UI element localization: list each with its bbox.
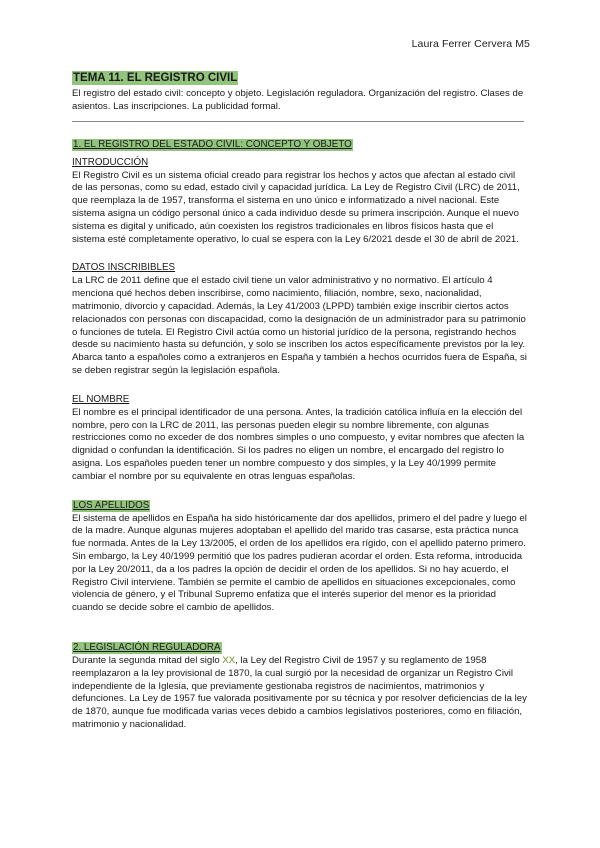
author-header: Laura Ferrer Cervera M5 — [411, 38, 530, 50]
apellidos-heading: LOS APELLIDOS — [73, 499, 150, 511]
section-introduccion — [72, 134, 527, 247]
apellidos-text: El sistema de apellidos en España ha sido históricamente dar dos apellidos, primero el del padre y luego el de la madre. Aunque algunas mujeres adoptaban el apellido del marido tras casarse, esta práctica nunca fue normada. Antes de la Ley 13/2005, el orden de los apellidos era rígido, con el apellido paterno primero. Sin embargo, la Ley 40/1999 permitió que los padres pudieran acordar el orden. Esta reforma, introducida por la Ley 20/2011, da a los padres la opción de decidir el orden de los apellidos. Si no hay acuerdo, el Registro Civil interviene. También se permite el cambio de apellidos en situaciones excepcionales, como violencia de género, y el Tribunal Supremo enfatiza que el interés superior del menor es la prioridad cuando se decide sobre el cambio de apellidos. — [72, 512, 527, 614]
nombre-text: El nombre es el principal identificador de una persona. Antes, la tradición católica influía en la elección del nombre, pero con la LRC de 2011, las personas pueden elegir su nombre libremente, con algunas restricciones como no exceder de dos nombres simples o uno compuesto, y evitar nombres que afecten la dignidad o confundan la identificación. Si los padres no eligen un nombre, el encargado del registro lo asigna. Los españoles pueden tener un nombre compuesto y dos simples, y la Ley 40/1999 permite cambiar el nombre por su equivalente en otras lenguas españolas. — [72, 406, 525, 482]
introduccion-heading: INTRODUCCIÓN — [72, 156, 149, 168]
document-title: TEMA 11. EL REGISTRO CIVIL — [73, 72, 238, 84]
legislacion-text-start: Durante la segunda mitad del siglo — [72, 654, 223, 666]
datos-text: La LRC de 2011 define que el estado civil tiene un valor administrativo y no normativo. El artículo 4 menciona qué hechos deben inscribirse, como nacimiento, filiación, nombre, sexo, nacionalidad, matrimonio, divorcio y capacidad. Además, la Ley 41/2003 (LPPD) también exige inscribir ciertos actos relacionados con personas con discapacidad, como la designación de un administrador para su patrimonio o funciones de tutela. El Registro Civil actúa como un historial jurídico de la persona, registrando hechos desde su nacimiento hasta su defunción, y solo se inscriben los actos específicamente previstos por la ley. Abarca tanto a españoles como a extranjeros en España y también a hechos ocurridos fuera de España, si se deben registrar según la legislación española. — [72, 275, 527, 376]
title-divider — [72, 121, 524, 122]
introduccion-text: El Registro Civil es un sistema oficial creado para registrar los hechos y actos que afectan al estado civil de las personas, como su edad, estado civil y capacidad jurídica. La Ley de Registro Civil (LRC) de 2011, que reemplaza la de 1957, transforma el sistema en uno único e informatizado a nivel nacional. Este sistema asigna un código personal único a cada individuo desde su primera inscripción. Aunque el nuevo sistema es digital y unificado, aún coexisten los registros tradicionales en libros físicos hasta que el sistema esté completamente operativo, lo cual se espera con la Ley 6/2021 desde el 30 de abril de 2021. — [72, 169, 520, 245]
document-content — [72, 68, 527, 743]
century-numeral: XX — [222, 654, 236, 666]
datos-heading: DATOS INSCRIBIBLES — [72, 262, 176, 274]
section-apellidos — [72, 495, 527, 615]
section-legislacion — [72, 637, 527, 732]
section-nombre — [72, 389, 527, 484]
section-1-heading: 1. EL REGISTRO DEL ESTADO CIVIL: CONCEPTO Y OBJETO — [73, 138, 352, 150]
nombre-heading: EL NOMBRE — [72, 393, 130, 405]
topic-summary: El registro del estado civil: concepto y objeto. Legislación reguladora. Organización del registro. Clases de asientos. Las inscripciones. La publicidad formal. — [72, 88, 524, 112]
section-2-heading: 2. LEGISLACIÓN REGULADORA — [73, 641, 221, 653]
legislacion-text — [72, 655, 527, 732]
legislacion-text-end: , la Ley del Registro Civil de 1957 y su reglamento de 1958 reemplazaron a la ley provisional de 1870, la cual surgió por la necesidad de organizar un Registro Civil independiente de la Iglesia, que previamente gestionaba registros de nacimientos, matrimonios y defunciones. La Ley de 1957 fue valorada positivamente por su técnica y por resolver deficiencias de la ley de 1870, aunque fue modificada varias veces debido a cambios legislativos posteriores, como en filiación, matrimonio y nacionalidad. — [72, 654, 527, 730]
section-datos-inscribibles — [72, 257, 527, 377]
